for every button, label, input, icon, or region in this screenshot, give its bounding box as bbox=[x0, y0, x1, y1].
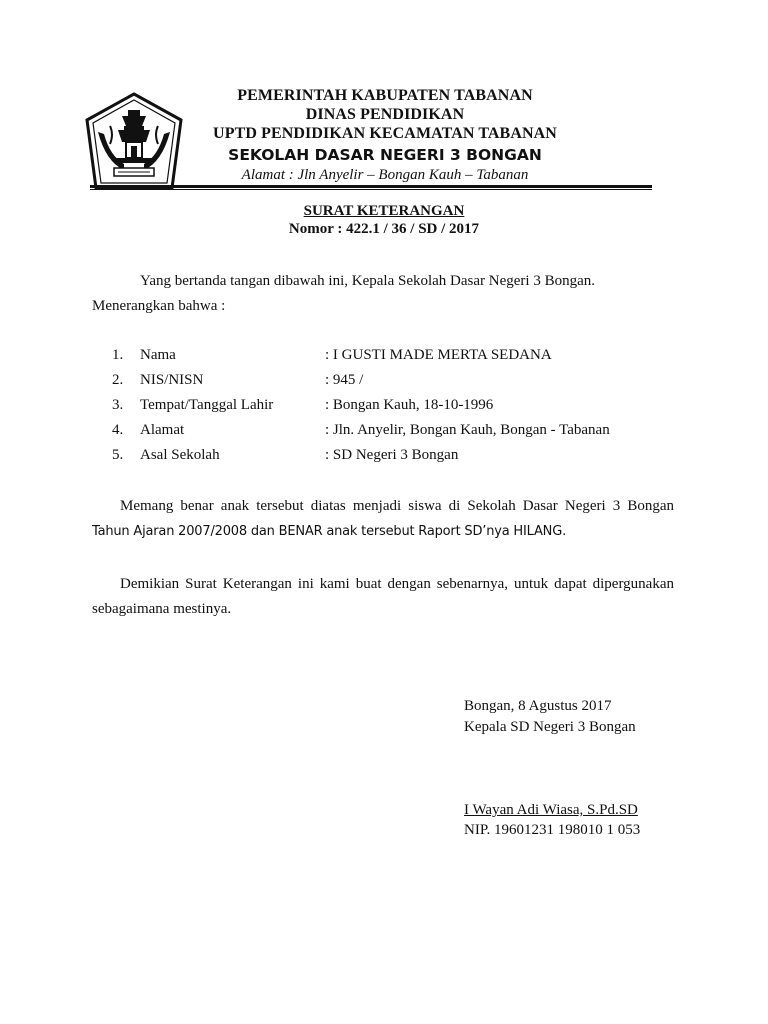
kabupaten-tabanan-emblem-icon bbox=[84, 92, 184, 192]
field-row-alamat bbox=[112, 421, 672, 441]
letterhead-divider-thin bbox=[90, 189, 652, 190]
government-name: PEMERINTAH KABUPATEN TABANAN bbox=[237, 87, 533, 104]
field-value: : Bongan Kauh, 18-10-1996 bbox=[325, 397, 494, 413]
closing-paragraph bbox=[92, 572, 674, 622]
statement-paragraph bbox=[92, 494, 674, 544]
signer-name: I Wayan Adi Wiasa, S.Pd.SD bbox=[464, 802, 638, 818]
letter-title bbox=[0, 202, 768, 238]
department-name: DINAS PENDIDIKAN bbox=[305, 106, 465, 123]
office-name: UPTD PENDIDIKAN KECAMATAN TABANAN bbox=[213, 125, 557, 142]
place-date: Bongan, 8 Agustus 2017 bbox=[464, 698, 612, 714]
school-address: Alamat : Jln Anyelir – Bongan Kauh – Tabanan bbox=[241, 167, 529, 183]
field-row-birth bbox=[112, 396, 672, 416]
field-label: NIS/NISN bbox=[140, 372, 204, 388]
field-value: : 945 / bbox=[325, 372, 364, 388]
menerangkan-text: Menerangkan bahwa : bbox=[92, 298, 226, 314]
school-name: SEKOLAH DASAR NEGERI 3 BONGAN bbox=[228, 146, 542, 164]
field-label: Alamat bbox=[140, 422, 185, 438]
field-label: Asal Sekolah bbox=[140, 447, 220, 463]
field-label: Tempat/Tanggal Lahir bbox=[140, 397, 274, 413]
closing-line-2: sebagaimana mestinya. bbox=[92, 601, 232, 617]
field-number: 1. bbox=[112, 347, 124, 363]
letterhead bbox=[190, 86, 580, 184]
field-value: : SD Negeri 3 Bongan bbox=[325, 447, 459, 463]
field-number: 3. bbox=[112, 397, 124, 413]
statement-line-2: Tahun Ajaran 2007/2008 dan BENAR anak tersebut Raport SD’nya HILANG. bbox=[92, 524, 567, 539]
field-row-nisn bbox=[112, 371, 672, 391]
signer-position: Kepala SD Negeri 3 Bongan bbox=[464, 719, 636, 735]
letterhead-divider-thick bbox=[90, 185, 652, 188]
field-number: 5. bbox=[112, 447, 124, 463]
statement-line-1: Memang benar anak tersebut diatas menjadi siswa di Sekolah Dasar Negeri 3 Bongan bbox=[120, 498, 674, 514]
field-value: : Jln. Anyelir, Bongan Kauh, Bongan - Tabanan bbox=[325, 422, 610, 438]
letter-heading: SURAT KETERANGAN bbox=[303, 203, 465, 219]
signer-nip: NIP. 19601231 198010 1 053 bbox=[464, 822, 641, 838]
field-number: 4. bbox=[112, 422, 124, 438]
field-row-nama bbox=[112, 346, 672, 366]
letter-number: Nomor : 422.1 / 36 / SD / 2017 bbox=[288, 221, 480, 237]
field-number: 2. bbox=[112, 372, 124, 388]
field-value: : I GUSTI MADE MERTA SEDANA bbox=[325, 347, 552, 363]
field-label: Nama bbox=[140, 347, 176, 363]
closing-line-1: Demikian Surat Keterangan ini kami buat dengan sebenarnya, untuk dapat dipergunakan bbox=[120, 576, 674, 592]
intro-paragraph: Yang bertanda tangan dibawah ini, Kepala Sekolah Dasar Negeri 3 Bongan. bbox=[140, 273, 596, 289]
field-row-asal-sekolah bbox=[112, 446, 672, 466]
